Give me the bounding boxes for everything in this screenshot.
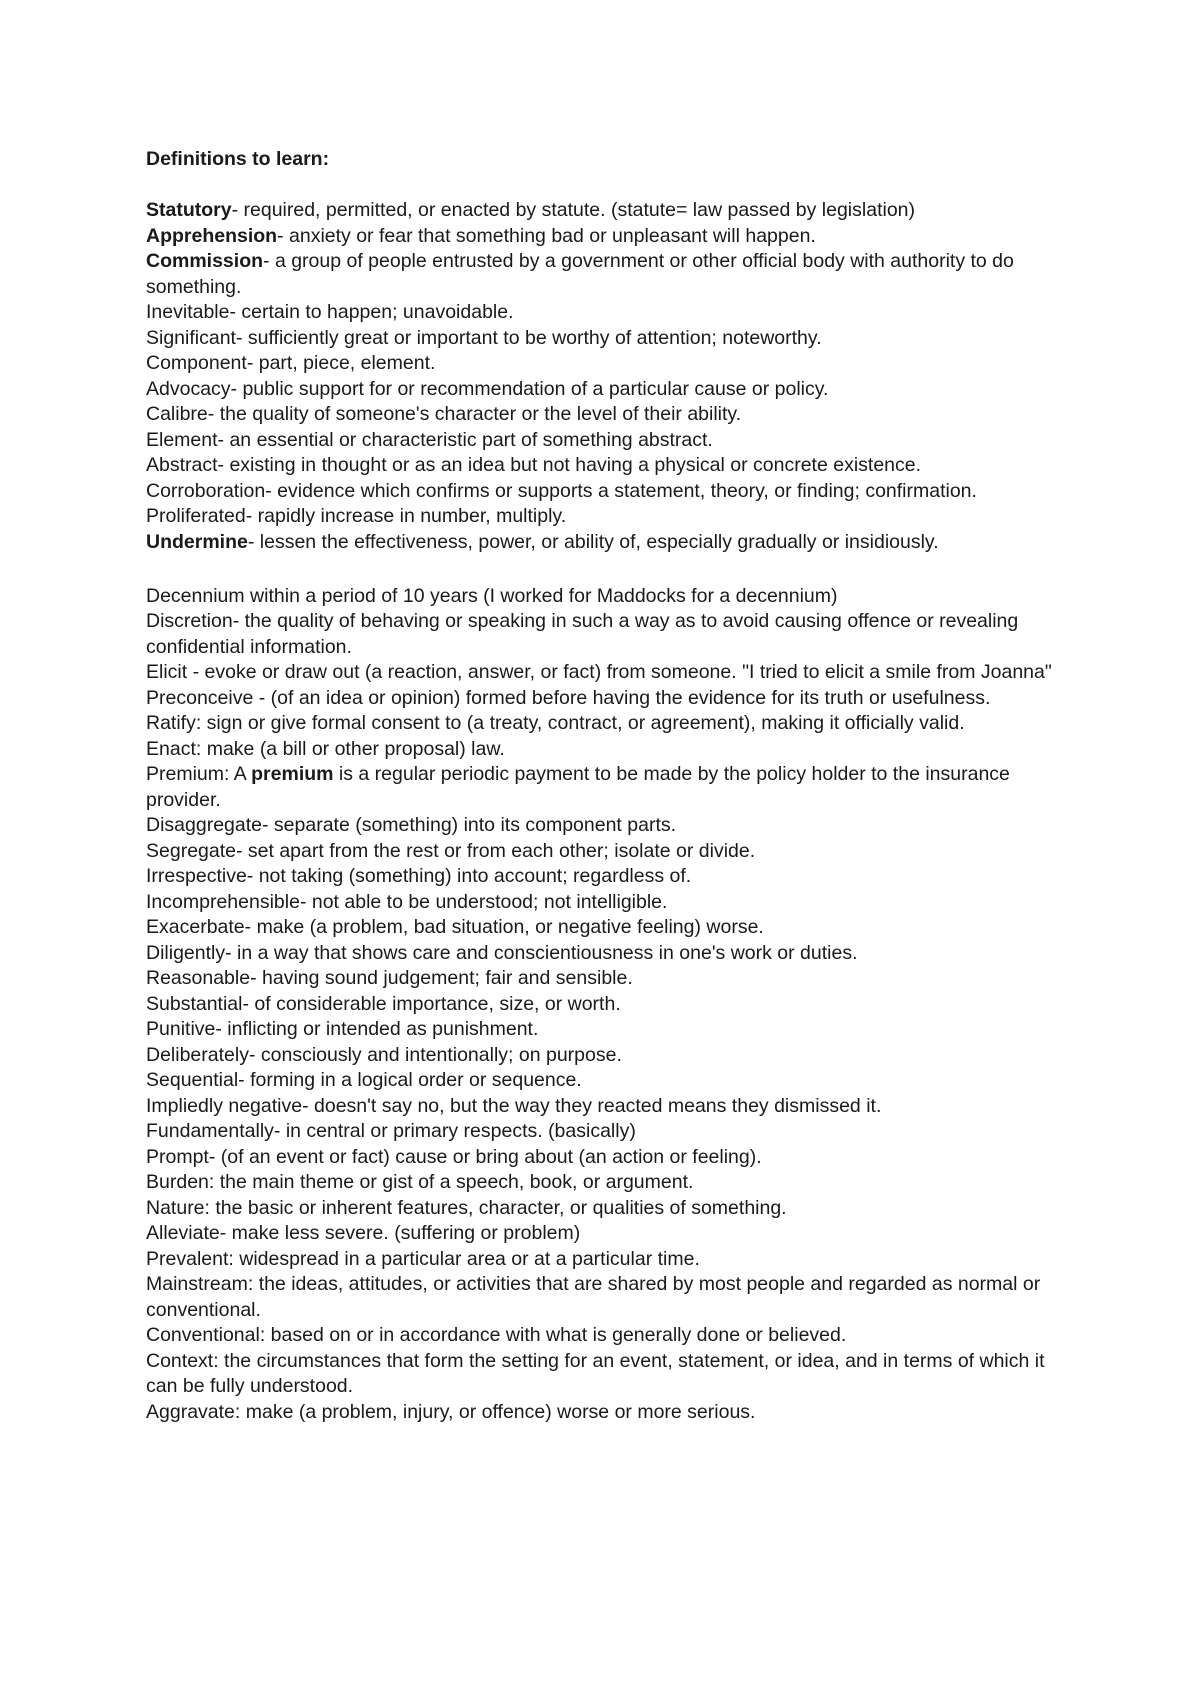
- definition-entry: [146, 890, 1076, 916]
- definition-entry: [146, 915, 1076, 941]
- definition-text: the circumstances that form the setting for an event, statement, or idea, and in terms of which it can be fully understood.: [146, 1349, 1045, 1397]
- definition-term: Aggravate:: [146, 1400, 241, 1423]
- definition-text: - evoke or draw out (a reaction, answer, or fact) from someone. "I tried to elicit a smile from Joanna": [187, 661, 1052, 683]
- definition-entry: [146, 300, 1076, 326]
- definition-term: Commission: [146, 250, 264, 272]
- definition-entry: [146, 1400, 1076, 1426]
- definition-entry: [146, 839, 1076, 865]
- definition-entry: [146, 941, 1076, 967]
- definition-text: - a group of people entrusted by a government or other official body with authority to do something.: [146, 250, 1014, 298]
- definition-text: - sufficiently great or important to be worthy of attention; noteworthy.: [235, 326, 822, 349]
- definition-entry: [146, 326, 1076, 352]
- definition-entry: [146, 1196, 1076, 1222]
- definition-term: Enact:: [146, 737, 202, 760]
- definition-text: - (of an idea or opinion) formed before having the evidence for its truth or usefulness.: [253, 686, 991, 709]
- definition-text: A: [229, 763, 252, 785]
- definition-entry: [146, 402, 1076, 428]
- definition-entry: [146, 813, 1076, 839]
- definition-entry: [146, 1170, 1076, 1196]
- definition-entry: [146, 686, 1076, 712]
- definition-term: Nature:: [146, 1196, 210, 1219]
- definition-entry: [146, 1094, 1076, 1120]
- definition-text: - set apart from the rest or from each other; isolate or divide.: [236, 839, 756, 862]
- definition-term: Burden:: [146, 1171, 215, 1193]
- definition-term: Impliedly negative: [146, 1094, 303, 1117]
- definition-entry: [146, 224, 1076, 250]
- definition-term: Sequential: [146, 1069, 239, 1091]
- definition-entry: [146, 1043, 1076, 1069]
- definition-term: Conventional:: [146, 1324, 266, 1346]
- definition-term: Apprehension: [146, 224, 278, 247]
- definition-entry: [146, 1221, 1076, 1247]
- definition-text: - the quality of someone's character or the level of their ability.: [207, 403, 742, 425]
- definitions-section-1: [146, 198, 1076, 555]
- definition-text: - (of an event or fact) cause or bring about (an action or feeling).: [208, 1145, 762, 1168]
- definition-entry: [146, 992, 1076, 1018]
- document-page: [146, 147, 1076, 1425]
- definition-text: - consciously and intentionally; on purpose.: [248, 1043, 622, 1066]
- definition-term: Prevalent:: [146, 1247, 234, 1270]
- definition-term: Undermine: [146, 530, 248, 553]
- definition-term: Ratify:: [146, 712, 202, 734]
- definition-text: - in a way that shows care and conscientiousness in one's work or duties.: [225, 941, 858, 964]
- definition-entry: [146, 609, 1076, 660]
- definition-term: Reasonable: [146, 967, 251, 989]
- definition-term: Significant: [146, 326, 236, 349]
- definition-entry: [146, 762, 1076, 813]
- definition-term: Decennium: [146, 584, 245, 607]
- definition-text: sign or give formal consent to (a treaty, contract, or agreement), making it officially valid.: [201, 712, 965, 734]
- definition-entry: [146, 198, 1076, 224]
- definition-term: Deliberately: [146, 1043, 249, 1066]
- document-title: Definitions to learn:: [146, 148, 330, 170]
- definition-entry: [146, 249, 1076, 300]
- definition-term: Discretion: [146, 610, 233, 632]
- spacer: [146, 555, 1076, 584]
- definition-text: - rapidly increase in number, multiply.: [245, 505, 567, 527]
- definition-text: make (a bill or other proposal) law.: [201, 737, 505, 760]
- definition-text: - the quality of behaving or speaking in such a way as to avoid causing offence or revealing confidential information.: [146, 610, 1019, 658]
- definition-term: Calibre: [146, 403, 208, 425]
- definitions-section-2: [146, 584, 1076, 1426]
- definition-term: Diligently: [146, 941, 226, 964]
- definition-term: Irrespective: [146, 865, 247, 887]
- definition-term: Corroboration: [146, 479, 266, 502]
- definition-entry: [146, 1272, 1076, 1323]
- definition-term: Premium:: [146, 763, 230, 785]
- definition-entry: [146, 428, 1076, 454]
- definition-term: Punitive: [146, 1018, 216, 1040]
- definition-entry: [146, 530, 1076, 556]
- definition-entry: [146, 504, 1076, 530]
- definition-term: Disaggregate: [146, 814, 262, 836]
- definition-entry: [146, 660, 1076, 686]
- definition-entry: [146, 966, 1076, 992]
- definition-term: Fundamentally: [146, 1120, 274, 1142]
- definition-term: Alleviate: [146, 1222, 220, 1244]
- definition-entry: [146, 351, 1076, 377]
- definition-text: - an essential or characteristic part of something abstract.: [217, 428, 713, 451]
- definition-text: make (a problem, injury, or offence) worse or more serious.: [240, 1400, 756, 1423]
- definition-term: Prompt: [146, 1145, 209, 1168]
- definition-text: - separate (something) into its component parts.: [262, 814, 677, 836]
- definition-text: - in central or primary respects. (basically): [273, 1120, 636, 1142]
- definition-text: widespread in a particular area or at a particular time.: [233, 1247, 700, 1270]
- definition-text: - inflicting or intended as punishment.: [215, 1018, 539, 1040]
- definition-text: - make (a problem, bad situation, or negative feeling) worse.: [244, 916, 764, 938]
- definition-entry: [146, 479, 1076, 505]
- definition-term: Abstract: [146, 454, 218, 476]
- definition-term: Substantial: [146, 992, 243, 1015]
- definition-text: - required, permitted, or enacted by statute. (statute= law passed by legislation): [231, 199, 915, 221]
- definition-term: Advocacy: [146, 377, 231, 400]
- definition-text: - not able to be understood; not intelligible.: [299, 890, 668, 913]
- definition-text: - lessen the effectiveness, power, or ability of, especially gradually or insidiously.: [247, 530, 939, 553]
- definition-text-after: is a regular periodic payment to be made by the policy holder to the insurance provider.: [146, 763, 1010, 811]
- definition-entry: [146, 453, 1076, 479]
- definition-entry: [146, 1119, 1076, 1145]
- definition-text: - certain to happen; unavoidable.: [229, 301, 514, 323]
- definition-entry: [146, 1349, 1076, 1400]
- definition-entry: [146, 1145, 1076, 1171]
- definition-term: Component: [146, 352, 247, 374]
- definition-text: - make less severe. (suffering or problem): [219, 1222, 581, 1244]
- definition-entry: [146, 864, 1076, 890]
- definition-text: the basic or inherent features, character, or qualities of something.: [209, 1196, 787, 1219]
- definition-text: - anxiety or fear that something bad or unpleasant will happen.: [277, 224, 816, 247]
- definition-bold-word: premium: [251, 763, 334, 785]
- definition-term: Mainstream:: [146, 1273, 254, 1295]
- spacer: [146, 173, 1076, 199]
- definition-entry: [146, 584, 1076, 610]
- definition-term: Statutory: [146, 199, 232, 221]
- definition-text: - doesn't say no, but the way they reacted means they dismissed it.: [302, 1094, 882, 1117]
- definition-text: within a period of 10 years (I worked for Maddocks for a decennium): [244, 584, 838, 607]
- definition-entry: [146, 1068, 1076, 1094]
- definition-text: - forming in a logical order or sequence.: [238, 1069, 582, 1091]
- definition-text: - not taking (something) into account; regardless of.: [246, 865, 692, 887]
- definition-text: the ideas, attitudes, or activities that are shared by most people and regarded as normal or conventional.: [146, 1273, 1041, 1321]
- definition-entry: [146, 737, 1076, 763]
- definition-term: Exacerbate: [146, 916, 245, 938]
- definition-term: Proliferated: [146, 505, 246, 527]
- definition-text: the main theme or gist of a speech, book, or argument.: [214, 1171, 694, 1193]
- definition-term: Element: [146, 428, 218, 451]
- definition-text: - of considerable importance, size, or worth.: [242, 992, 621, 1015]
- definition-term: Context:: [146, 1349, 219, 1372]
- definition-term: Segregate: [146, 839, 236, 862]
- definition-term: Inevitable: [146, 301, 230, 323]
- definition-entry: [146, 377, 1076, 403]
- definition-text: - evidence which confirms or supports a statement, theory, or finding; confirmation.: [265, 479, 977, 502]
- definition-text: - having sound judgement; fair and sensible.: [250, 967, 633, 989]
- definition-text: - part, piece, element.: [246, 352, 436, 374]
- definition-term: Elicit: [146, 661, 188, 683]
- definition-term: Incomprehensible: [146, 890, 300, 913]
- definition-text: - existing in thought or as an idea but not having a physical or concrete existence.: [217, 454, 922, 476]
- definition-entry: [146, 1247, 1076, 1273]
- definition-entry: [146, 1323, 1076, 1349]
- definition-entry: [146, 711, 1076, 737]
- definition-entry: [146, 1017, 1076, 1043]
- definition-text: - public support for or recommendation of a particular cause or policy.: [230, 377, 829, 400]
- definition-text: based on or in accordance with what is generally done or believed.: [265, 1324, 847, 1346]
- definition-term: Preconceive: [146, 686, 254, 709]
